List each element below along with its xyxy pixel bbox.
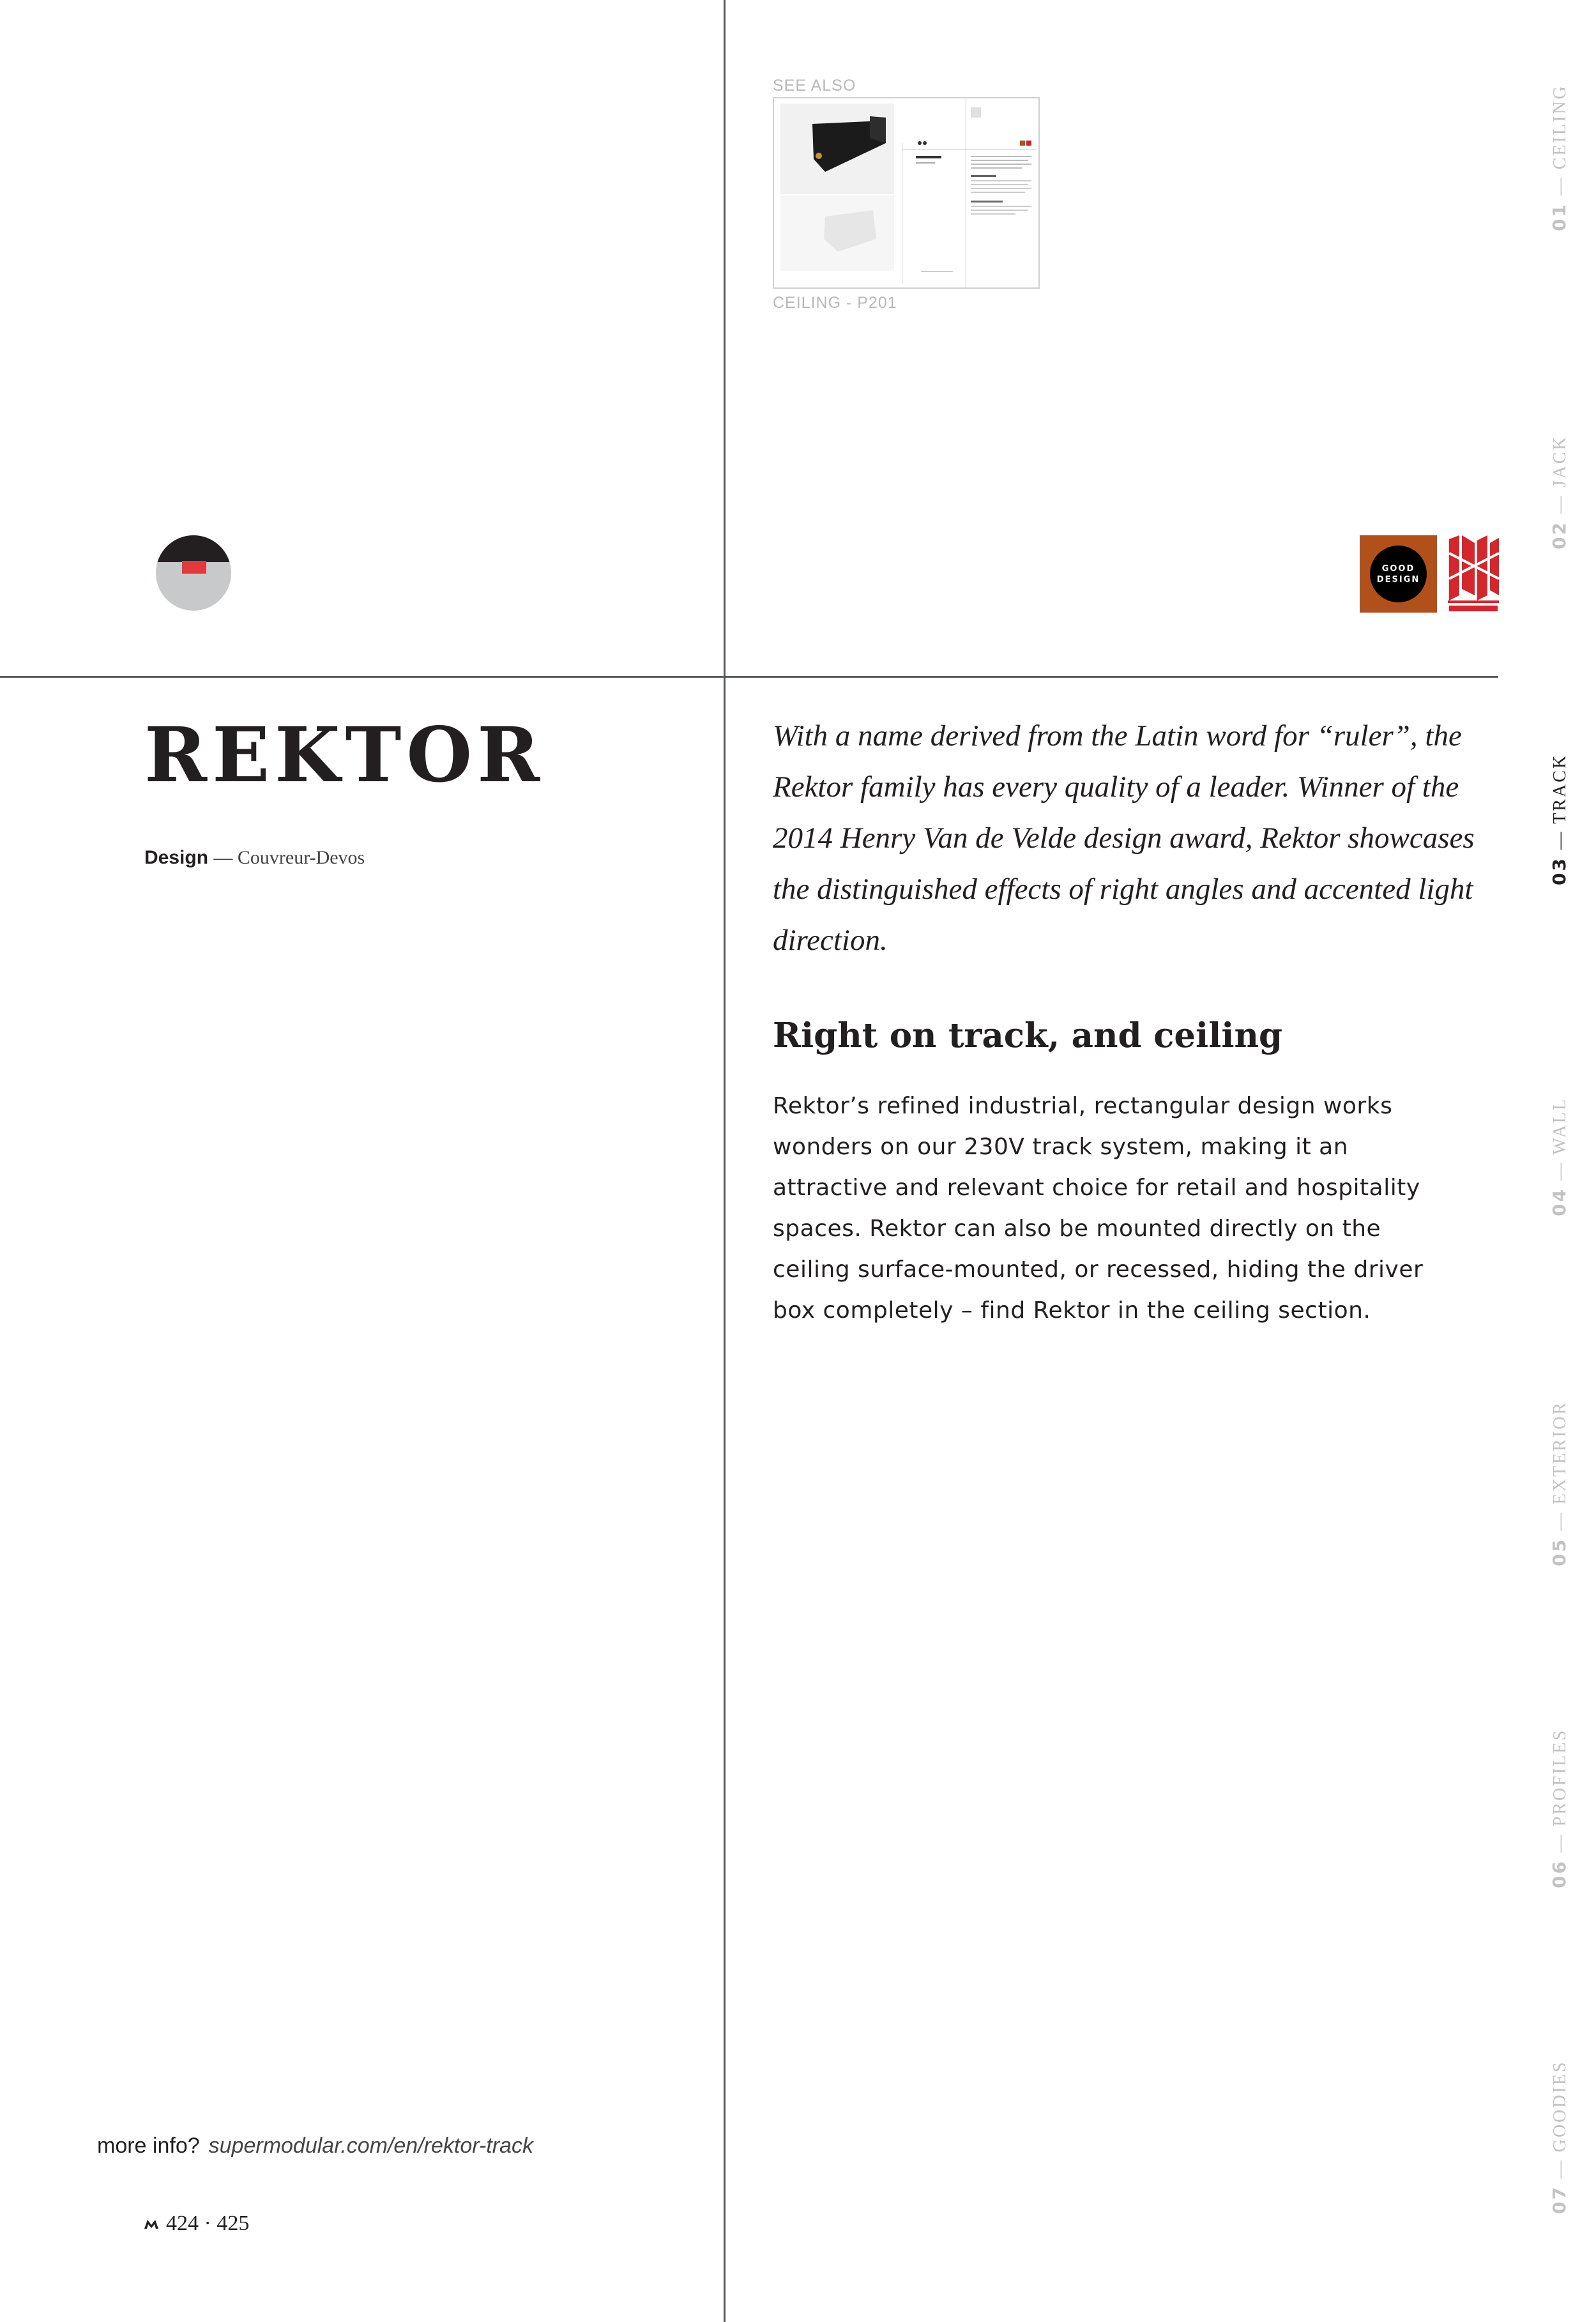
body-line: box completely – find Rektor in the ceiling section. — [773, 1297, 1371, 1324]
page-number-text: 424 · 425 — [166, 2211, 250, 2235]
henry-van-de-velde-label-icon — [1447, 534, 1500, 614]
good-design-line-1: GOOD — [1381, 563, 1415, 574]
good-design-line-2: DESIGN — [1376, 574, 1420, 584]
see-also-caption[interactable]: CEILING - P201 — [773, 294, 897, 312]
vertical-divider — [724, 0, 726, 2322]
intro-paragraph: With a name derived from the Latin word for “ruler”, the Rektor family has every quality of a leader. Winner of the 2014 Henry Van de Velde design award, Rektor showcases the distinguished effects of right angles and accented light direction. — [773, 719, 1475, 957]
body-line: ceiling surface-mounted, or recessed, hiding the driver — [773, 1256, 1424, 1283]
designer-credit — [144, 847, 365, 869]
more-info — [97, 2134, 533, 2158]
tab-number: 06 — [1549, 1860, 1570, 1888]
body-line: wonders on our 230V track system, making it an — [773, 1134, 1349, 1160]
tab-number: 02 — [1549, 521, 1570, 549]
product-title: REKTOR — [144, 710, 545, 799]
good-design-award-badge — [1360, 535, 1437, 613]
horizontal-divider — [0, 676, 1498, 678]
tab-label: — JACK — [1550, 435, 1570, 514]
body-line: spaces. Rektor can also be mounted directly on the — [773, 1216, 1381, 1242]
tab-number: 04 — [1549, 1188, 1570, 1216]
tab-label: — TRACK — [1550, 753, 1570, 850]
tab-number: 07 — [1549, 2185, 1570, 2214]
tab-label: — GOODIES — [1550, 2060, 1570, 2179]
section-heading: Right on track, and ceiling — [773, 1016, 1283, 1055]
product-family-icon — [156, 535, 231, 611]
body-line: Rektor’s refined industrial, rectangular design works — [773, 1093, 1393, 1119]
page-thumbnail-image — [774, 98, 1038, 287]
designer-name: — Couvreur-Devos — [213, 847, 365, 868]
tab-label: — WALL — [1550, 1097, 1570, 1181]
more-info-link[interactable]: supermodular.com/en/rektor-track — [208, 2134, 533, 2158]
more-info-label: more info? — [97, 2134, 200, 2158]
see-also-label: SEE ALSO — [773, 77, 856, 95]
section-body — [773, 1086, 1482, 1331]
tab-label: — EXTERIOR — [1550, 1400, 1570, 1531]
body-line: attractive and relevant choice for retail and hospitality — [773, 1175, 1420, 1201]
see-also-thumbnail[interactable] — [773, 97, 1040, 289]
page-numbers — [144, 2211, 249, 2236]
tab-number: 01 — [1549, 202, 1570, 231]
tab-number: 05 — [1549, 1538, 1570, 1566]
brand-m-icon — [144, 2219, 158, 2229]
tab-label: — PROFILES — [1550, 1729, 1570, 1853]
tab-number: 03 — [1549, 857, 1570, 885]
tab-label: — CEILING — [1550, 84, 1570, 196]
design-label: Design — [144, 847, 209, 868]
